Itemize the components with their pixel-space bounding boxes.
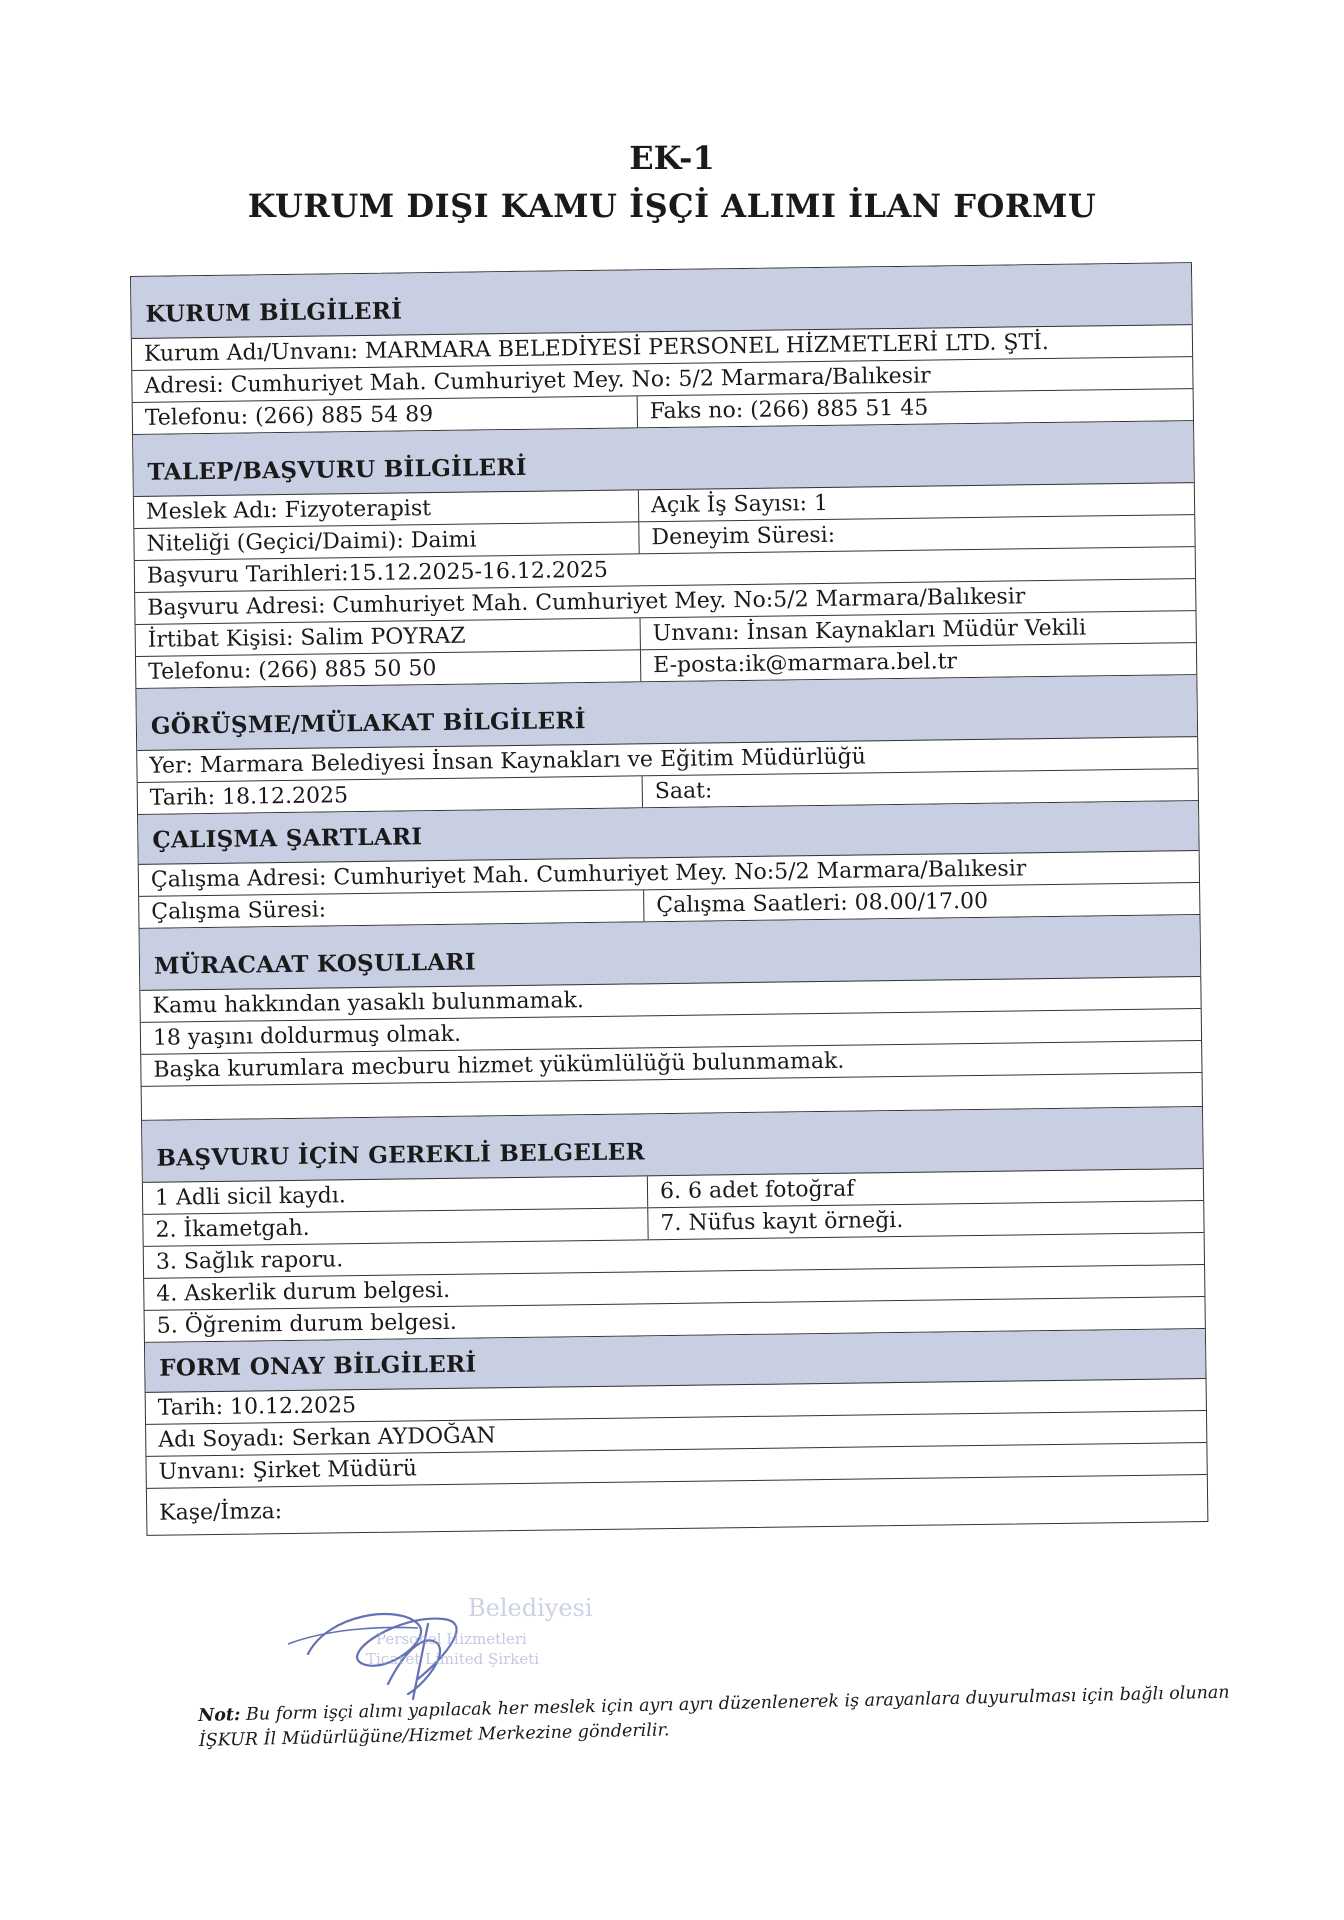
kurum-telefon: Telefonu: (266) 885 54 89 xyxy=(133,396,638,434)
kurum-adres: Adresi: Cumhuriyet Mah. Cumhuriyet Mey. No: 5/2 Marmara/Balıkesir xyxy=(144,363,931,399)
gorusme-saat: Saat: xyxy=(654,778,713,805)
talep-nitelik: Niteliği (Geçici/Daimi): Daimi xyxy=(134,522,639,560)
section-gorusme-title: GÖRÜŞME/MÜLAKAT BİLGİLERİ xyxy=(150,707,587,740)
footnote-label: Not: xyxy=(198,1705,241,1726)
stamp-line-2: Personel Hizmetleri xyxy=(376,1630,527,1648)
belge-item: 7. Nüfus kayıt örneği. xyxy=(660,1207,904,1237)
gorusme-yer: Yer: Marmara Belediyesi İnsan Kaynakları ve Eğitim Müdürlüğü xyxy=(149,744,866,779)
announcement-form xyxy=(130,262,1208,1536)
calisma-adres: Çalışma Adresi: Cumhuriyet Mah. Cumhuriyet Mey. No:5/2 Marmara/Balıkesir xyxy=(150,856,1027,893)
page-title: KURUM DIŞI KAMU İŞÇİ ALIMI İLAN FORMU xyxy=(247,187,1097,225)
form-code: EK-1 xyxy=(629,139,715,177)
muracaat-item: Kamu hakkından yasaklı bulunmamak. xyxy=(152,988,585,1019)
belge-item: 3. Sağlık raporu. xyxy=(155,1247,344,1275)
talep-deneyim: Deneyim Süresi: xyxy=(651,522,836,551)
kurum-unvan: Kurum Adı/Unvanı: MARMARA BELEDİYESİ PERSONEL HİZMETLERİ LTD. ŞTİ. xyxy=(143,329,1050,367)
section-calisma-title: ÇALIŞMA ŞARTLARI xyxy=(152,823,423,854)
onay-adi-soyadi: Adı Soyadı: Serkan AYDOĞAN xyxy=(158,1423,496,1453)
talep-meslek: Meslek Adı: Fizyoterapist xyxy=(134,490,639,528)
calisma-sure: Çalışma Süresi: xyxy=(139,890,644,928)
talep-irtibat: İrtibat Kişisi: Salim POYRAZ xyxy=(136,618,641,656)
talep-eposta: E-posta:ik@marmara.bel.tr xyxy=(652,649,958,679)
stamp-line-1: Belediyesi xyxy=(468,1594,593,1622)
talep-tarihler: Başvuru Tarihleri:15.12.2025-16.12.2025 xyxy=(146,557,609,589)
belge-item: 5. Öğrenim durum belgesi. xyxy=(156,1309,457,1339)
talep-adres: Başvuru Adresi: Cumhuriyet Mah. Cumhuriyet Mey. No:5/2 Marmara/Balıkesir xyxy=(147,584,1026,621)
calisma-saatler: Çalışma Saatleri: 08.00/17.00 xyxy=(656,888,989,919)
page-heading xyxy=(0,138,1344,228)
muracaat-item: Başka kurumlara mecburu hizmet yükümlülüğü bulunmamak. xyxy=(153,1048,845,1083)
section-onay-title: FORM ONAY BİLGİLERİ xyxy=(159,1350,477,1382)
onay-tarih: Tarih: 10.12.2025 xyxy=(157,1393,357,1421)
stamp-line-3: Ticaret Limited Şirketi xyxy=(366,1650,540,1668)
talep-acik-is: Açık İş Sayısı: 1 xyxy=(650,490,829,519)
section-belgeler-title: BAŞVURU İÇİN GEREKLİ BELGELER xyxy=(156,1138,646,1172)
onay-unvan: Unvanı: Şirket Müdürü xyxy=(158,1456,418,1485)
kurum-faks: Faks no: (266) 885 51 45 xyxy=(649,395,929,425)
belge-item: 6. 6 adet fotoğraf xyxy=(659,1176,855,1205)
onay-kase: Kaşe/İmza: xyxy=(159,1499,283,1526)
belge-item: 2. İkametgah. xyxy=(143,1208,648,1246)
belge-item: 1 Adli sicil kaydı. xyxy=(143,1176,648,1214)
talep-telefon: Telefonu: (266) 885 50 50 xyxy=(136,650,641,688)
muracaat-item: 18 yaşını doldurmuş olmak. xyxy=(152,1021,462,1051)
talep-unvan: Unvanı: İnsan Kaynakları Müdür Vekili xyxy=(652,615,1087,647)
section-talep-title: TALEP/BAŞVURU BİLGİLERİ xyxy=(147,453,528,486)
section-kurum-title: KURUM BİLGİLERİ xyxy=(145,297,403,328)
belge-item: 4. Askerlik durum belgesi. xyxy=(156,1277,451,1307)
company-stamp xyxy=(268,1584,598,1704)
section-muracaat-title: MÜRACAAT KOŞULLARI xyxy=(153,948,477,980)
footnote-text: Bu form işçi alımı yapılacak her meslek için ayrı ayrı düzenlenerek iş arayanlara duyurulması için bağlı olunan İŞKUR İl Müdürlüğüne/Hizmet Merkezine gönderilir. xyxy=(198,1682,1230,1751)
gorusme-tarih: Tarih: 18.12.2025 xyxy=(138,776,643,814)
